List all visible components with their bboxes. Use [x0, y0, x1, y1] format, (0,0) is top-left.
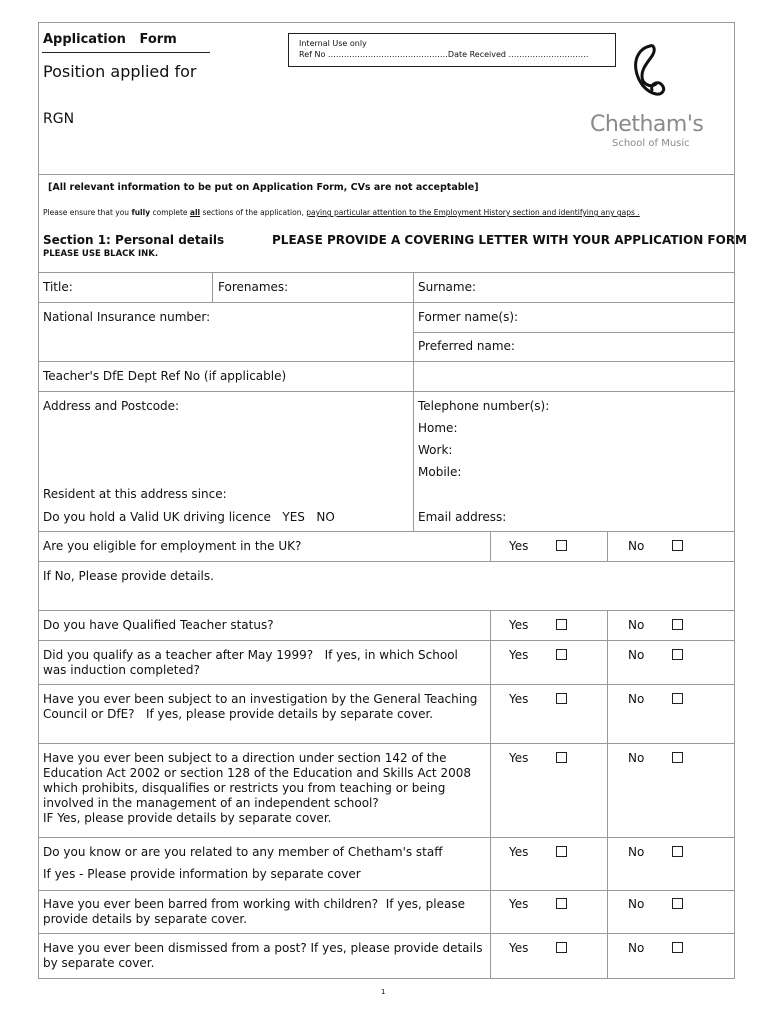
no-label: No: [628, 648, 645, 662]
treble-clef-icon: [620, 42, 670, 102]
page-number: 1: [381, 988, 386, 996]
no-checkbox[interactable]: [672, 649, 683, 660]
title-underline: [42, 52, 210, 53]
section-142-note: IF Yes, please provide details by separate cover.: [43, 811, 332, 825]
form-title: Application Form: [43, 32, 177, 47]
instructions: Please ensure that you fully complete all sections of the application, paying particular attention to the Employment History section and identifying any gaps .: [43, 208, 640, 217]
position-value: RGN: [43, 111, 75, 127]
yes-label: Yes: [509, 845, 529, 859]
email-field[interactable]: Email address:: [418, 510, 507, 524]
question-qts: Do you have Qualified Teacher status?: [43, 618, 274, 632]
address-field[interactable]: Address and Postcode:: [43, 399, 180, 413]
ink-note: PLEASE USE BLACK INK.: [43, 249, 159, 259]
resident-since-field[interactable]: Resident at this address since:: [43, 487, 227, 501]
logo-subtitle: School of Music: [612, 138, 690, 149]
home-phone-field[interactable]: Home:: [418, 421, 458, 435]
yes-checkbox[interactable]: [556, 693, 567, 704]
related-staff-note: If yes - Please provide information by separate cover: [43, 867, 361, 881]
forenames-field[interactable]: Forenames:: [218, 280, 289, 294]
no-label: No: [628, 941, 645, 955]
no-label: No: [628, 618, 645, 632]
no-checkbox[interactable]: [672, 898, 683, 909]
former-names-field[interactable]: Former name(s):: [418, 310, 519, 324]
cv-notice: [All relevant information to be put on Application Form, CVs are not acceptable]: [48, 182, 479, 193]
question-qualify-1999: Did you qualify as a teacher after May 1999? If yes, in which School was induction completed?: [43, 648, 462, 677]
yes-checkbox[interactable]: [556, 942, 567, 953]
no-label: No: [628, 539, 645, 553]
mobile-phone-field[interactable]: Mobile:: [418, 465, 462, 479]
yes-label: Yes: [509, 941, 529, 955]
yes-checkbox[interactable]: [556, 649, 567, 660]
no-label: No: [628, 692, 645, 706]
yes-label: Yes: [509, 648, 529, 662]
dfe-ref-field[interactable]: Teacher's DfE Dept Ref No (if applicable): [43, 369, 287, 383]
position-label: Position applied for: [43, 62, 197, 81]
question-investigation: Have you ever been subject to an investigation by the General Teaching Council or DfE? If yes, please provide details by separate cover.: [43, 692, 482, 721]
no-checkbox[interactable]: [672, 693, 683, 704]
yes-label: Yes: [509, 692, 529, 706]
no-checkbox[interactable]: [672, 619, 683, 630]
telephone-label: Telephone number(s):: [418, 399, 550, 413]
no-checkbox[interactable]: [672, 540, 683, 551]
section-title: Section 1: Personal details: [43, 233, 225, 247]
no-label: No: [628, 845, 645, 859]
divider: [38, 174, 735, 175]
question-eligibility: Are you eligible for employment in the UK?: [43, 539, 302, 553]
question-barred: Have you ever been barred from working with children? If yes, please provide details by separate cover.: [43, 897, 469, 926]
yes-checkbox[interactable]: [556, 898, 567, 909]
yes-checkbox[interactable]: [556, 540, 567, 551]
no-checkbox[interactable]: [672, 846, 683, 857]
no-checkbox[interactable]: [672, 942, 683, 953]
internal-ref-line: Ref No ………………………………………Date Received …………………………: [299, 50, 589, 59]
ni-number-field[interactable]: National Insurance number:: [43, 310, 211, 324]
driving-licence-field[interactable]: Do you hold a Valid UK driving licence YES NO: [43, 510, 335, 524]
if-no-details-field[interactable]: If No, Please provide details.: [43, 569, 214, 583]
yes-label: Yes: [509, 897, 529, 911]
question-dismissed: Have you ever been dismissed from a post? If yes, please provide details by separate cover.: [43, 941, 483, 970]
preferred-name-field[interactable]: Preferred name:: [418, 339, 515, 353]
question-section-142: Have you ever been subject to a direction under section 142 of the Education Act 2002 or section 128 of the Education and Skills Act 2008 which prohibits, disqualifies or restricts you from teaching or being involved in the management of an independent school?: [43, 751, 471, 810]
yes-checkbox[interactable]: [556, 619, 567, 630]
question-related-staff: Do you know or are you related to any member of Chetham's staff: [43, 845, 443, 859]
cover-letter-note: PLEASE PROVIDE A COVERING LETTER WITH YOUR APPLICATION FORM: [272, 233, 747, 247]
yes-label: Yes: [509, 751, 529, 765]
internal-use-box: [288, 33, 616, 67]
internal-use-label: Internal Use only: [299, 39, 367, 48]
yes-checkbox[interactable]: [556, 752, 567, 763]
no-label: No: [628, 897, 645, 911]
no-label: No: [628, 751, 645, 765]
yes-label: Yes: [509, 539, 529, 553]
logo-name: Chetham's: [590, 112, 704, 137]
surname-field[interactable]: Surname:: [418, 280, 477, 294]
title-field[interactable]: Title:: [43, 280, 73, 294]
yes-label: Yes: [509, 618, 529, 632]
work-phone-field[interactable]: Work:: [418, 443, 453, 457]
yes-checkbox[interactable]: [556, 846, 567, 857]
no-checkbox[interactable]: [672, 752, 683, 763]
